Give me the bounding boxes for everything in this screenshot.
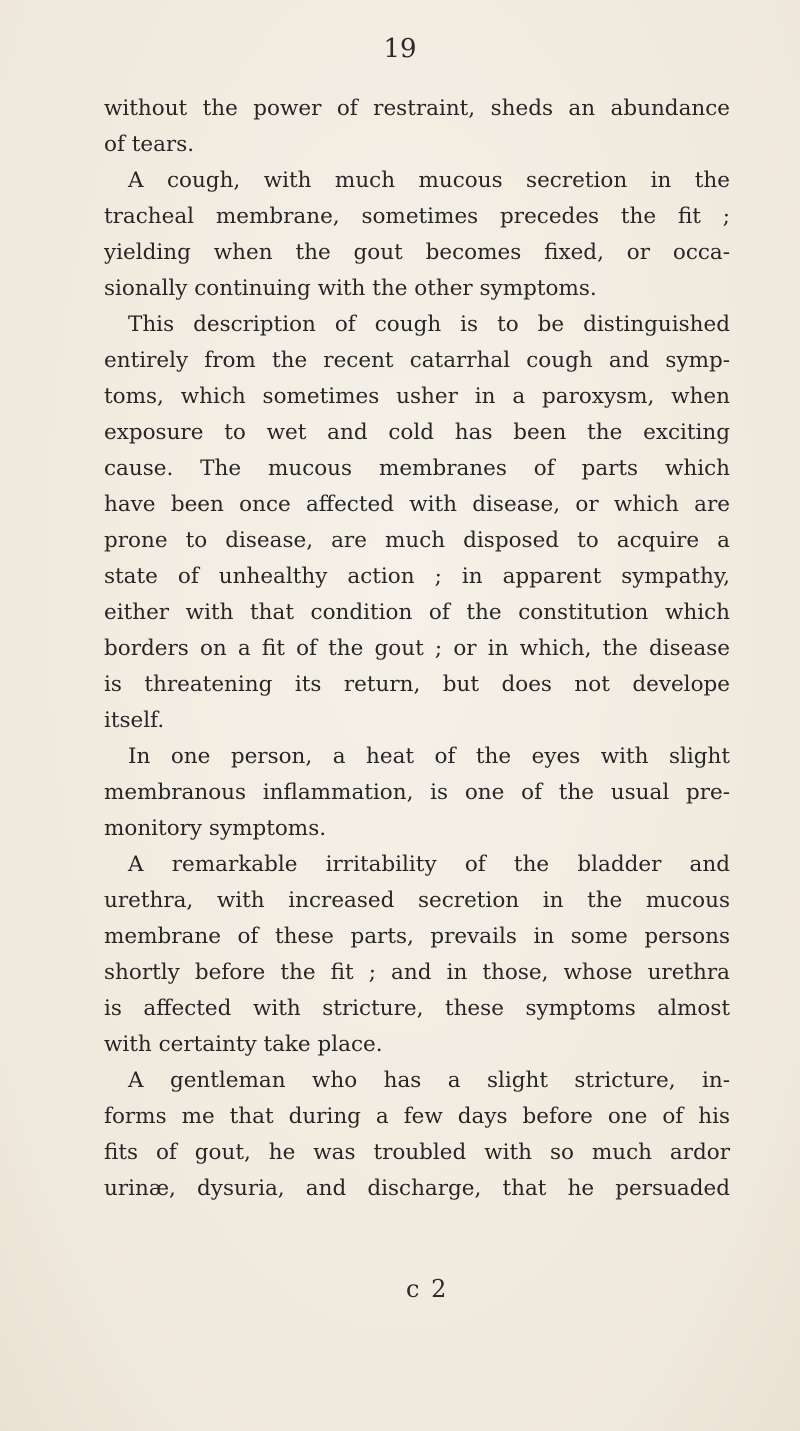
text-line: This description of cough is to be distinguished [128,312,730,337]
text-line: without the power of restraint, sheds an abundance [104,96,730,121]
text-line: of tears. [104,132,195,157]
text-line: A gentleman who has a slight stricture, in- [128,1068,730,1093]
text-line: itself. [104,708,165,733]
text-line: fits of gout, he was troubled with so much ardor [104,1140,730,1165]
text-line: with certainty take place. [104,1032,383,1057]
text-line: have been once affected with disease, or which are [104,492,730,517]
text-line: sionally continuing with the other symptoms. [104,276,597,301]
text-line: yielding when the gout becomes fixed, or occa- [104,240,730,265]
text-line: entirely from the recent catarrhal cough and symp- [104,348,730,373]
body-text [104,91,730,1207]
text-line: forms me that during a few days before one of his [104,1104,730,1129]
text-line: In one person, a heat of the eyes with slight [128,744,730,769]
text-line: exposure to wet and cold has been the exciting [104,420,730,445]
text-line: shortly before the fit ; and in those, whose urethra [104,960,730,985]
page-number: 19 [383,34,417,64]
text-line: A remarkable irritability of the bladder and [128,852,730,877]
text-line: toms, which sometimes usher in a paroxysm, when [104,384,730,409]
signature-mark: c 2 [406,1275,449,1303]
text-line: state of unhealthy action ; in apparent sympathy, [104,564,730,589]
text-line: membrane of these parts, prevails in some persons [104,924,730,949]
text-line: borders on a fit of the gout ; or in which, the disease [104,636,730,661]
text-line: is threatening its return, but does not develope [104,672,730,697]
text-line: is affected with stricture, these symptoms almost [104,996,730,1021]
text-line: cause. The mucous membranes of parts which [104,456,730,481]
text-line: urethra, with increased secretion in the mucous [104,888,730,913]
text-line: membranous inflammation, is one of the usual pre- [104,780,730,805]
text-line: tracheal membrane, sometimes precedes the fit ; [104,204,730,229]
text-line: A cough, with much mucous secretion in the [128,168,730,193]
text-line: either with that condition of the constitution which [104,600,730,625]
text-line: prone to disease, are much disposed to acquire a [104,528,730,553]
text-line: urinæ, dysuria, and discharge, that he persuaded [104,1176,730,1201]
text-line: monitory symptoms. [104,816,327,841]
